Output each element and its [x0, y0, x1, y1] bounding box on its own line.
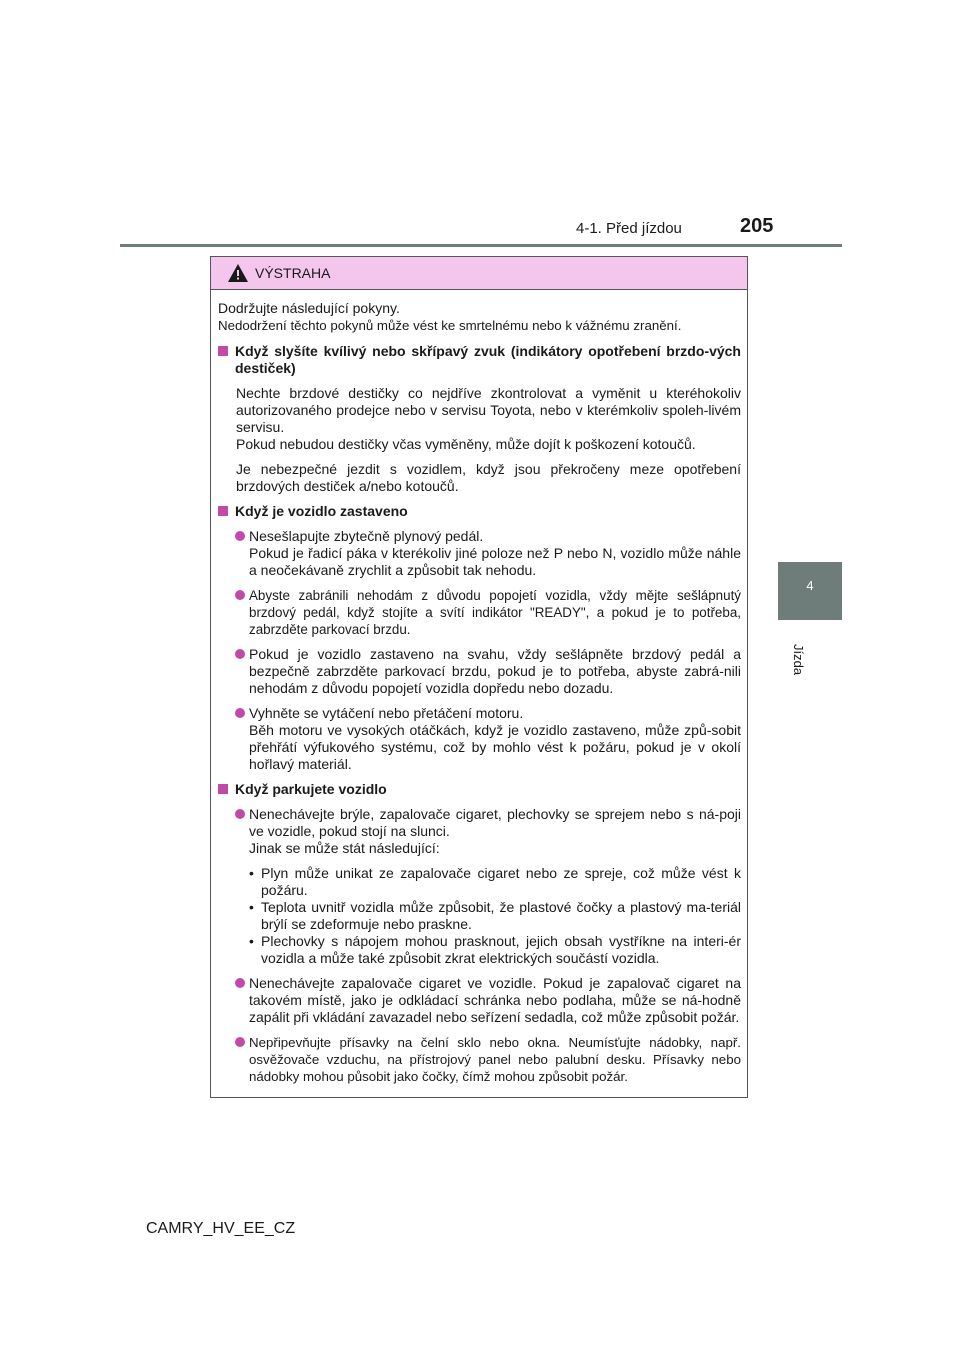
chapter-number: 4	[806, 578, 814, 593]
sub-list	[218, 865, 741, 967]
section-heading-brake-pads	[218, 343, 741, 377]
section-title: 4-1. Před jízdou	[576, 220, 682, 237]
list-item-text: Jinak se může stát následující:	[249, 840, 440, 856]
section-heading-stopped	[218, 503, 741, 520]
circle-bullet-icon	[235, 809, 245, 819]
paragraph	[218, 385, 741, 453]
chapter-label-container	[790, 622, 830, 682]
list-item	[218, 528, 741, 579]
intro-line-2: Nedodržení těchto pokynů může vést ke smrtelnému nebo k vážnému zranění.	[218, 318, 682, 333]
square-bullet-icon	[218, 784, 228, 794]
paragraph-text: Nechte brzdové destičky co nejdříve zkontrolovat a vyměnit u kteréhokoliv autorizovaného prodejce nebo v servisu Toyota, nebo v kterémkoliv spoleh-livém servisu.	[236, 385, 741, 435]
circle-bullet-icon	[235, 649, 245, 659]
warning-triangle-icon	[227, 263, 249, 283]
circle-bullet-icon	[235, 978, 245, 988]
list-item-text: Běh motoru ve vysokých otáčkách, když je vozidlo zastaveno, může způ-sobit přehřátí výfukového systému, což by mohlo vést k požáru, pokud je v okolí hořlavý materiál.	[249, 722, 741, 772]
list-item-text: Vyhněte se vytáčení nebo přetáčení motoru.	[249, 705, 524, 721]
intro-line-1: Dodržujte následující pokyny.	[218, 300, 400, 316]
bullet-glyph: •	[249, 865, 254, 881]
heading-text: Když slyšíte kvílivý nebo skřípavý zvuk (indikátory opotřebení brzdo-vých destiček)	[235, 343, 741, 376]
sub-list-item-text: Plechovky s nápojem mohou prasknout, jejich obsah vystříkne na interi-ér vozidla a může také způsobit zkrat elektrických součástí vozidla.	[261, 933, 741, 966]
warning-box	[210, 256, 748, 1098]
list-item-text: Abyste zabránili nehodám z důvodu popojetí vozidla, vždy mějte sešlápnutý brzdový pedál, když stojíte a svítí indikátor "READY", a pokud je to potřeba, zabrzděte parkovací brzdu.	[249, 588, 741, 637]
circle-bullet-icon	[235, 1037, 245, 1047]
list-item	[218, 587, 741, 638]
chapter-label: Jízda	[791, 644, 806, 676]
bullet-glyph: •	[249, 899, 254, 915]
paragraph-text: Pokud nebudou destičky včas vyměněny, může dojít k poškození kotoučů.	[236, 436, 696, 452]
warning-intro	[218, 300, 741, 334]
bullet-glyph: •	[249, 933, 254, 949]
sub-list-item-text: Plyn může unikat ze zapalovače cigaret nebo ze spreje, což může vést k požáru.	[261, 865, 741, 898]
warning-title: VÝSTRAHA	[255, 265, 331, 281]
square-bullet-icon	[218, 346, 228, 356]
list-item	[218, 705, 741, 773]
list-item-text: Pokud je vozidlo zastaveno na svahu, vždy sešlápněte brzdový pedál a bezpečně zabrzděte parkovací brzdu, pokud je to potřeba, abyste zabrá-nili nehodám z důvodu popojetí vozidla dopředu nebo dozadu.	[249, 646, 741, 696]
document-code: CAMRY_HV_EE_CZ	[146, 1220, 296, 1237]
chapter-tab	[778, 562, 842, 620]
header-rule	[120, 244, 842, 247]
sub-list-item	[218, 865, 741, 899]
heading-text: Když je vozidlo zastaveno	[235, 503, 408, 519]
heading-text: Když parkujete vozidlo	[235, 781, 387, 797]
sub-list-item	[218, 933, 741, 967]
section-heading-parking	[218, 781, 741, 798]
list-item-text: Pokud je řadicí páka v kterékoliv jiné poloze než P nebo N, vozidlo může náhle a neočekávaně zrychlit a způsobit tak nehodu.	[249, 545, 741, 578]
circle-bullet-icon	[235, 708, 245, 718]
list-item-text: Nesešlapujte zbytečně plynový pedál.	[249, 528, 484, 544]
circle-bullet-icon	[235, 590, 245, 600]
warning-header	[211, 257, 747, 290]
list-item-text: Nenechávejte zapalovače cigaret ve vozidle. Pokud je zapalovač cigaret na takovém místě, jako je odkládací schránka nebo podlaha, může se ná-hodně zapálit při vkládání zavazadel nebo seřízení sedadla, což může způsobit požár.	[249, 975, 741, 1025]
sub-list-item-text: Teplota uvnitř vozidla může způsobit, že plastové čočky a plastový ma-teriál brýlí se zdeformuje nebo praskne.	[261, 899, 741, 932]
sub-list-item	[218, 899, 741, 933]
list-item-text: Nepřipevňujte přísavky na čelní sklo nebo okna. Neumísťujte nádobky, např. osvěžovače vzduchu, na přístrojový panel nebo palubní desku. Přísavky nebo nádobky mohou působit jako čočky, čímž mohou způsobit požár.	[249, 1035, 741, 1084]
list-item	[218, 646, 741, 697]
page-number: 205	[740, 215, 774, 237]
list-item-text: Nenechávejte brýle, zapalovače cigaret, plechovky se sprejem nebo s ná-poji ve vozidle, pokud stojí na slunci.	[249, 806, 741, 839]
list-item	[218, 975, 741, 1026]
warning-body	[211, 290, 747, 1085]
circle-bullet-icon	[235, 531, 245, 541]
square-bullet-icon	[218, 506, 228, 516]
list-item	[218, 1034, 741, 1085]
list-item	[218, 806, 741, 857]
paragraph: Je nebezpečné jezdit s vozidlem, když jsou překročeny meze opotřebení brzdových destiček a/nebo kotoučů.	[236, 461, 741, 494]
